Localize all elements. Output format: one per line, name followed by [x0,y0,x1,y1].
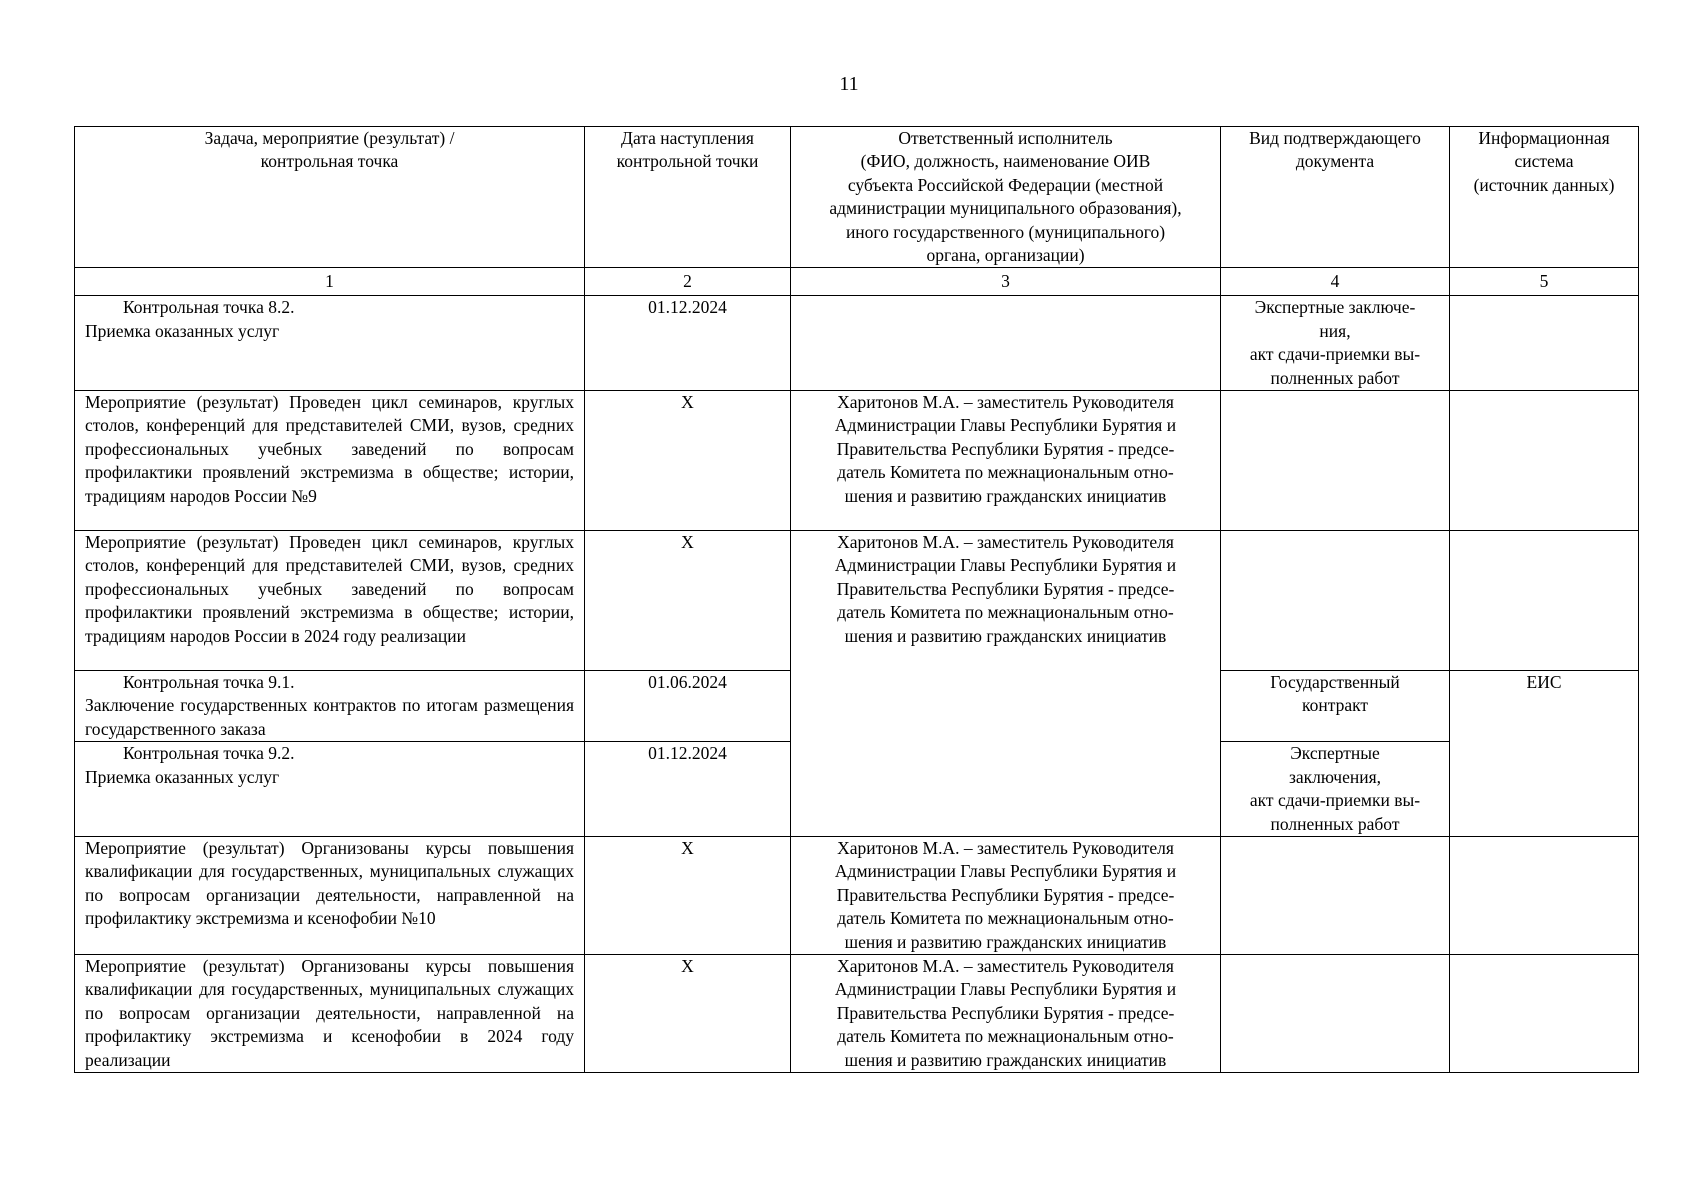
table-row [75,296,1639,391]
column-number-row [75,268,1639,296]
system-cell [1450,391,1639,531]
column-number: 3 [791,268,1221,296]
system-cell [1450,296,1639,391]
measure-text: Мероприятие (результат) Проведен цикл семинаров, круглых столов, конференций для представителей СМИ, вузов, средних профессиональных учебных заведений по вопросам профилактики проявлений экстремизма в обществе; истории, традициям народов России №9 [75,391,585,531]
responsible-cell: Харитонов М.А. – заместитель Руководителя Администрации Главы Республики Бурятия и Правительства Республики Бурятия - предсе- датель Комитета по межнациональным отно- шения и развитию гражданских инициатив [791,836,1221,954]
responsible-cell [791,296,1221,391]
control-point-text: Заключение государственных контрактов по итогам размещения государственного заказа [85,695,574,739]
document-cell: Экспертные заключе- ния, акт сдачи-приемки вы- полненных работ [1221,296,1450,391]
control-points-table [74,126,1639,1073]
header-system: Информационная система (источник данных) [1450,127,1639,268]
table-row [75,531,1639,671]
document-cell [1221,531,1450,671]
header-date: Дата наступления контрольной точки [585,127,791,268]
document-cell [1221,391,1450,531]
date-cell: X [585,531,791,671]
page-number: 11 [839,73,859,95]
date-cell: 01.06.2024 [585,671,791,742]
system-cell [1450,954,1639,1072]
date-cell: 01.12.2024 [585,742,791,837]
date-cell: 01.12.2024 [585,296,791,391]
system-cell: ЕИС [1450,671,1639,837]
header-responsible: Ответственный исполнитель (ФИО, должность, наименование ОИВ субъекта Российской Федерации (местной администрации муниципального образования), иного государственного (муниципального) органа, организации) [791,127,1221,268]
responsible-cell: Харитонов М.А. – заместитель Руководителя Администрации Главы Республики Бурятия и Правительства Республики Бурятия - предсе- датель Комитета по межнациональным отно- шения и развитию гражданских инициатив [791,531,1221,837]
table-row [75,954,1639,1072]
document-cell [1221,954,1450,1072]
task-cell [75,671,585,742]
measure-text: Мероприятие (результат) Организованы курсы повышения квалификации для государственных, муниципальных служащих по вопросам организации деятельности, направленной на профилактику экстремизма и ксенофобии в 2024 году реализации [75,954,585,1072]
column-number: 4 [1221,268,1450,296]
control-point-title: Контрольная точка 9.1. [123,672,295,693]
document-cell [1221,836,1450,954]
control-point-text: Приемка оказанных услуг [85,766,280,787]
responsible-cell: Харитонов М.А. – заместитель Руководителя Администрации Главы Республики Бурятия и Правительства Республики Бурятия - предсе- датель Комитета по межнациональным отно- шения и развитию гражданских инициатив [791,954,1221,1072]
responsible-cell: Харитонов М.А. – заместитель Руководителя Администрации Главы Республики Бурятия и Правительства Республики Бурятия - предсе- датель Комитета по межнациональным отно- шения и развитию гражданских инициатив [791,391,1221,531]
measure-text: Мероприятие (результат) Организованы курсы повышения квалификации для государственных, муниципальных служащих по вопросам организации деятельности, направленной на профилактику экстремизма и ксенофобии №10 [75,836,585,954]
column-number: 5 [1450,268,1639,296]
measure-text: Мероприятие (результат) Проведен цикл семинаров, круглых столов, конференций для представителей СМИ, вузов, средних профессиональных учебных заведений по вопросам профилактики проявлений экстремизма в обществе; истории, традициям народов России в 2024 году реализации [75,531,585,671]
date-cell: X [585,391,791,531]
date-cell: X [585,954,791,1072]
system-cell [1450,531,1639,671]
table-row [75,391,1639,531]
header-task: Задача, мероприятие (результат) / контрольная точка [75,127,585,268]
document-cell: Государственный контракт [1221,671,1450,742]
document-cell: Экспертные заключения, акт сдачи-приемки вы- полненных работ [1221,742,1450,837]
header-row [75,127,1639,268]
task-cell [75,742,585,837]
header-document: Вид подтверждающего документа [1221,127,1450,268]
control-point-title: Контрольная точка 8.2. [123,297,295,318]
control-point-text: Приемка оказанных услуг [85,320,280,341]
date-cell: X [585,836,791,954]
control-point-title: Контрольная точка 9.2. [123,743,295,764]
table-row [75,836,1639,954]
column-number: 2 [585,268,791,296]
task-cell [75,296,585,391]
column-number: 1 [75,268,585,296]
system-cell [1450,836,1639,954]
